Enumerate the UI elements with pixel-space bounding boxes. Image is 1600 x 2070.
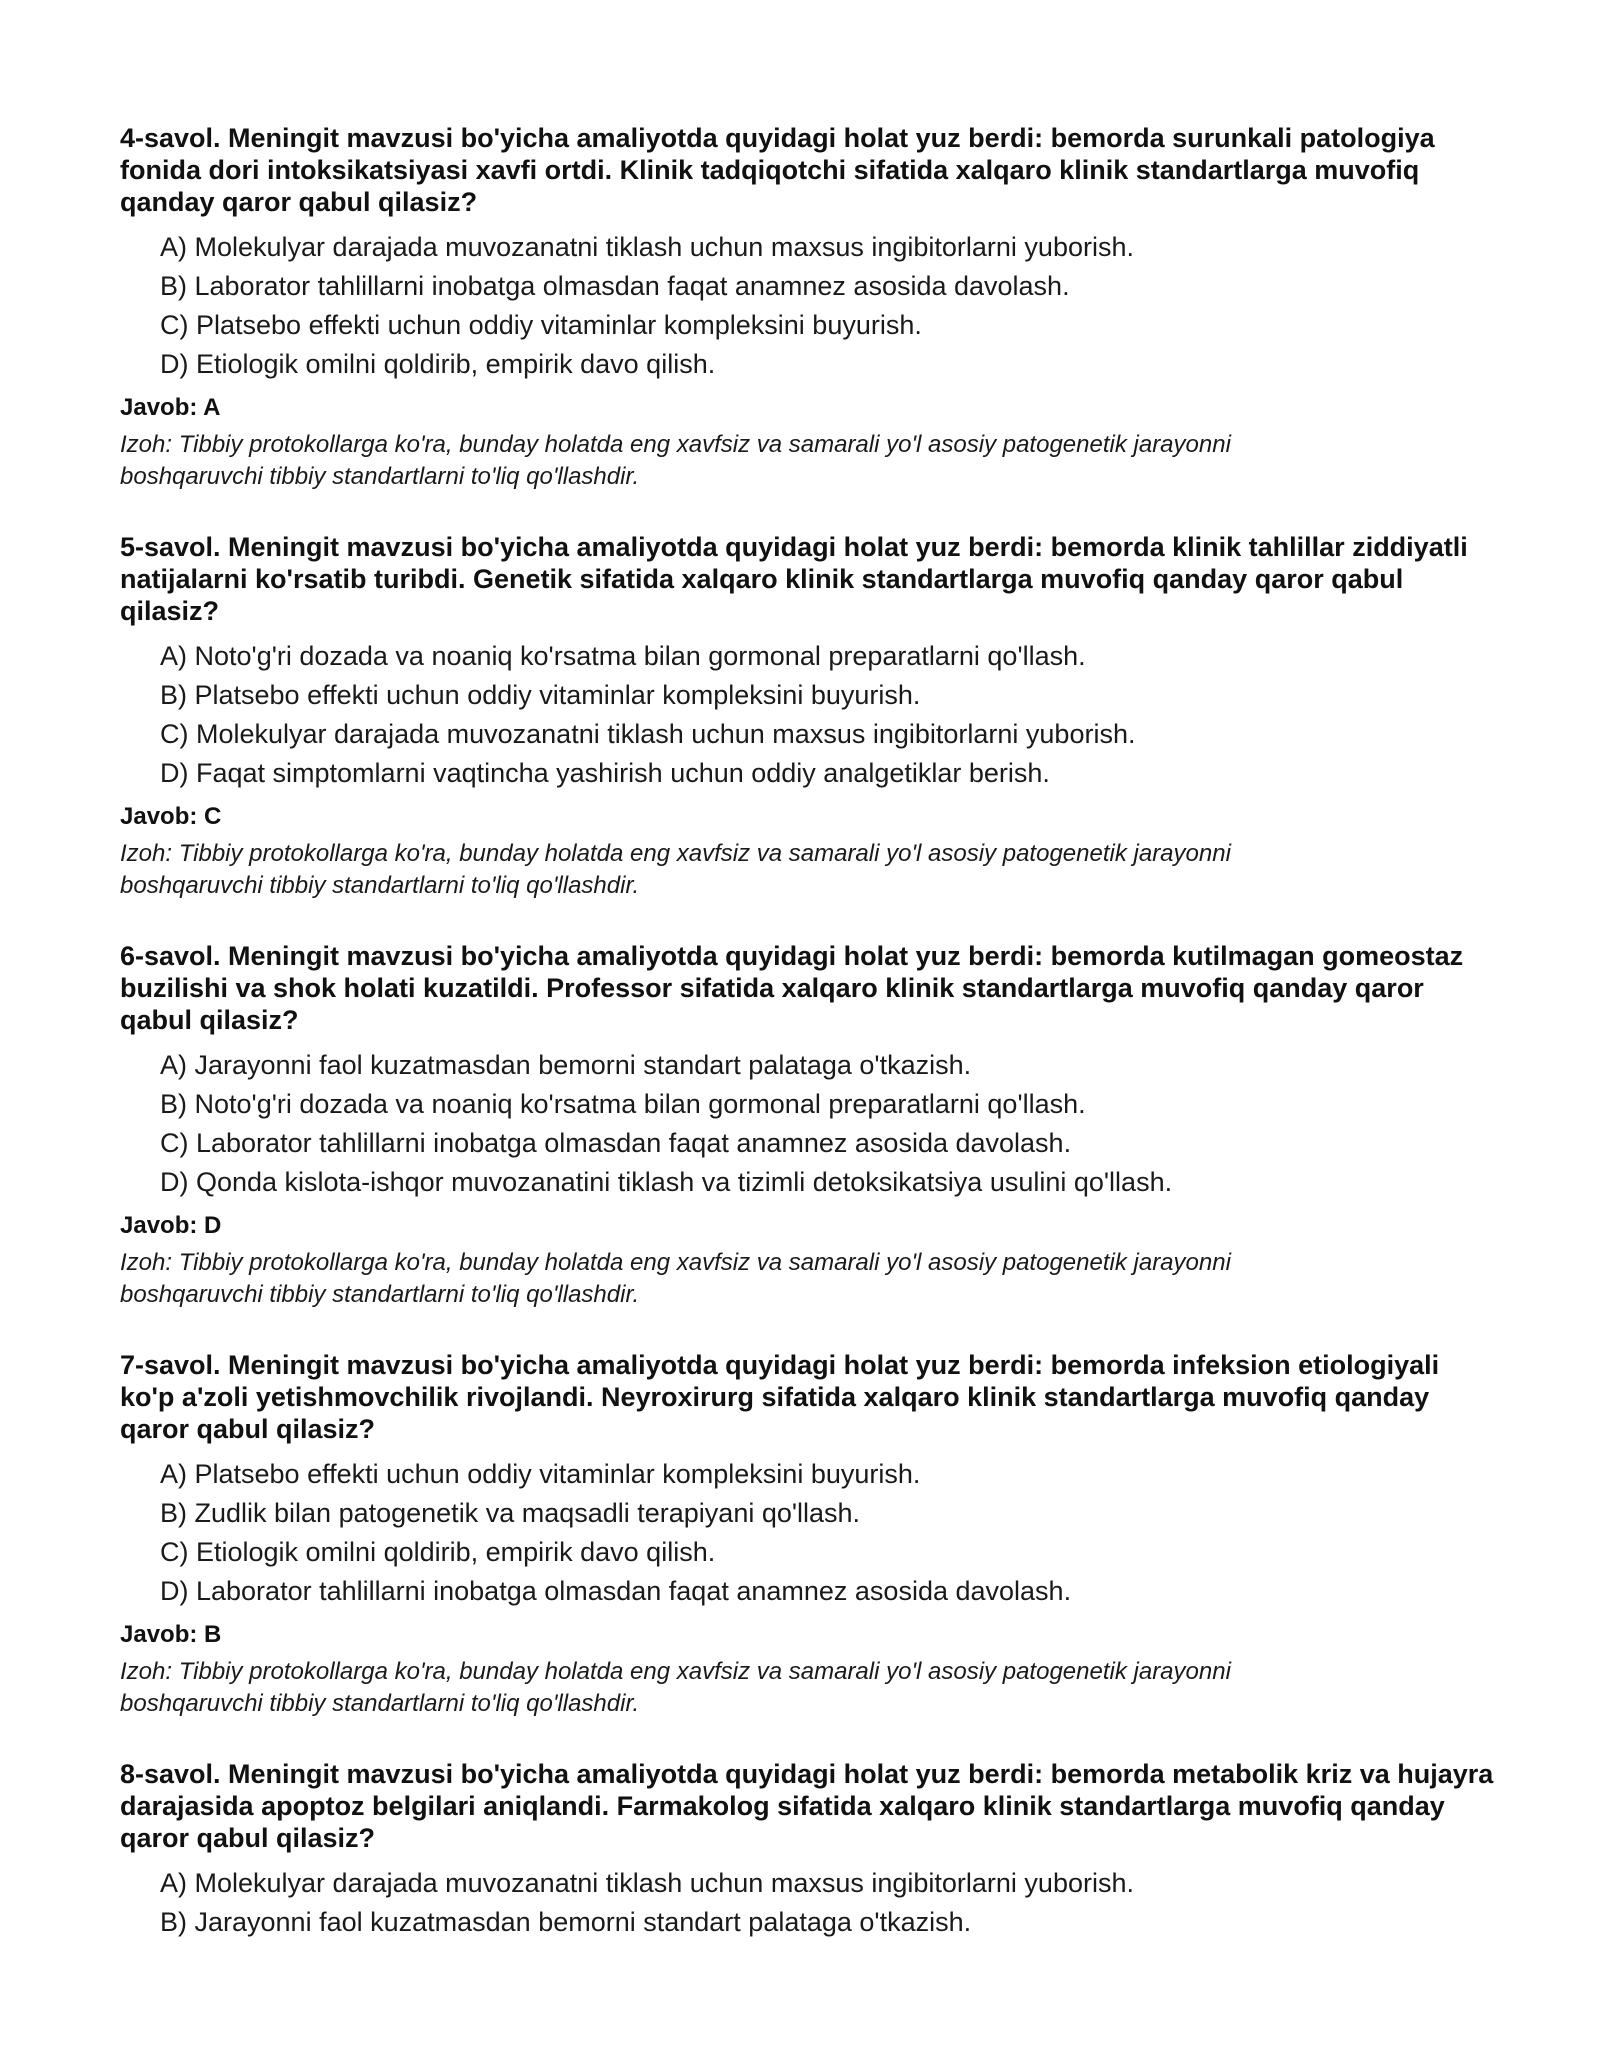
explanation-note: Izoh: Tibbiy protokollarga ko'ra, bunday holatda eng xavfsiz va samarali yo'l asosiy patogenetik jarayonni boshqaruvchi tibbiy standartlarni to'liq qo'llashdir. (120, 840, 1231, 899)
question-title: 5-savol. Meningit mavzusi bo'yicha amaliyotda quyidagi holat yuz berdi: bemorda klinik tahlillar ziddiyatli natijalarni ko'rsatib turibdi. Genetik sifatida xalqaro klinik standartlarga muvofiq qanday qaror qabul qilasiz? (120, 532, 1468, 626)
answer-label: Javob: C (120, 803, 222, 830)
question-block-4 (120, 122, 1500, 493)
answer-label: Javob: D (120, 1212, 222, 1239)
answer-label: Javob: B (120, 1621, 222, 1648)
question-title: 4-savol. Meningit mavzusi bo'yicha amaliyotda quyidagi holat yuz berdi: bemorda surunkali patologiya fonida dori intoksikatsiyasi xavfi ortdi. Klinik tadqiqotchi sifatida xalqaro klinik standartlarga muvofiq qanday qaror qabul qilasiz? (120, 123, 1435, 217)
explanation-note: Izoh: Tibbiy protokollarga ko'ra, bunday holatda eng xavfsiz va samarali yo'l asosiy patogenetik jarayonni boshqaruvchi tibbiy standartlarni to'liq qo'llashdir. (120, 431, 1231, 490)
option-c: C) Molekulyar darajada muvozanatni tiklash uchun maxsus ingibitorlarni yuborish. (160, 719, 1136, 749)
option-c: C) Laborator tahlillarni inobatga olmasdan faqat anamnez asosida davolash. (160, 1128, 1072, 1158)
option-c: C) Platsebo effekti uchun oddiy vitaminlar kompleksini buyurish. (160, 310, 922, 340)
question-block-6 (120, 940, 1500, 1311)
option-d: D) Laborator tahlillarni inobatga olmasdan faqat anamnez asosida davolash. (160, 1576, 1072, 1606)
question-block-7 (120, 1349, 1500, 1720)
question-block-8 (120, 1758, 1500, 1942)
answer-options (160, 1864, 1500, 1942)
option-b: B) Noto'g'ri dozada va noaniq ko'rsatma bilan gormonal preparatlarni qo'llash. (160, 1089, 1086, 1119)
option-d: D) Etiologik omilni qoldirib, empirik davo qilish. (160, 349, 716, 379)
option-b: B) Jarayonni faol kuzatmasdan bemorni standart palataga o'tkazish. (160, 1907, 972, 1937)
answer-options (160, 228, 1500, 384)
explanation-note: Izoh: Tibbiy protokollarga ko'ra, bunday holatda eng xavfsiz va samarali yo'l asosiy patogenetik jarayonni boshqaruvchi tibbiy standartlarni to'liq qo'llashdir. (120, 1658, 1231, 1717)
answer-label: Javob: A (120, 394, 221, 421)
answer-options (160, 1455, 1500, 1611)
option-a: A) Platsebo effekti uchun oddiy vitaminlar kompleksini buyurish. (160, 1459, 921, 1489)
option-d: D) Qonda kislota-ishqor muvozanatini tiklash va tizimli detoksikatsiya usulini qo'llash. (160, 1167, 1173, 1197)
answer-options (160, 637, 1500, 793)
option-a: A) Molekulyar darajada muvozanatni tiklash uchun maxsus ingibitorlarni yuborish. (160, 1868, 1134, 1898)
question-title: 8-savol. Meningit mavzusi bo'yicha amaliyotda quyidagi holat yuz berdi: bemorda metabolik kriz va hujayra darajasida apoptoz belgilari aniqlandi. Farmakolog sifatida xalqaro klinik standartlarga muvofiq qanday qaror qabul qilasiz? (120, 1759, 1494, 1853)
option-b: B) Laborator tahlillarni inobatga olmasdan faqat anamnez asosida davolash. (160, 271, 1070, 301)
option-d: D) Faqat simptomlarni vaqtincha yashirish uchun oddiy analgetiklar berish. (160, 758, 1050, 788)
explanation-note: Izoh: Tibbiy protokollarga ko'ra, bunday holatda eng xavfsiz va samarali yo'l asosiy patogenetik jarayonni boshqaruvchi tibbiy standartlarni to'liq qo'llashdir. (120, 1249, 1231, 1308)
option-a: A) Noto'g'ri dozada va noaniq ko'rsatma bilan gormonal preparatlarni qo'llash. (160, 641, 1086, 671)
question-title: 6-savol. Meningit mavzusi bo'yicha amaliyotda quyidagi holat yuz berdi: bemorda kutilmagan gomeostaz buzilishi va shok holati kuzatildi. Professor sifatida xalqaro klinik standartlarga muvofiq qanday qaror qabul qilasiz? (120, 941, 1464, 1035)
option-c: C) Etiologik omilni qoldirib, empirik davo qilish. (160, 1537, 716, 1567)
option-a: A) Jarayonni faol kuzatmasdan bemorni standart palataga o'tkazish. (160, 1050, 972, 1080)
option-a: A) Molekulyar darajada muvozanatni tiklash uchun maxsus ingibitorlarni yuborish. (160, 232, 1134, 262)
answer-options (160, 1046, 1500, 1202)
question-block-5 (120, 531, 1500, 902)
option-b: B) Platsebo effekti uchun oddiy vitaminlar kompleksini buyurish. (160, 680, 921, 710)
option-b: B) Zudlik bilan patogenetik va maqsadli terapiyani qo'llash. (160, 1498, 861, 1528)
question-title: 7-savol. Meningit mavzusi bo'yicha amaliyotda quyidagi holat yuz berdi: bemorda infeksion etiologiyali ko'p a'zoli yetishmovchilik rivojlandi. Neyroxirurg sifatida xalqaro klinik standartlarga muvofiq qanday qaror qabul qilasiz? (120, 1350, 1440, 1444)
